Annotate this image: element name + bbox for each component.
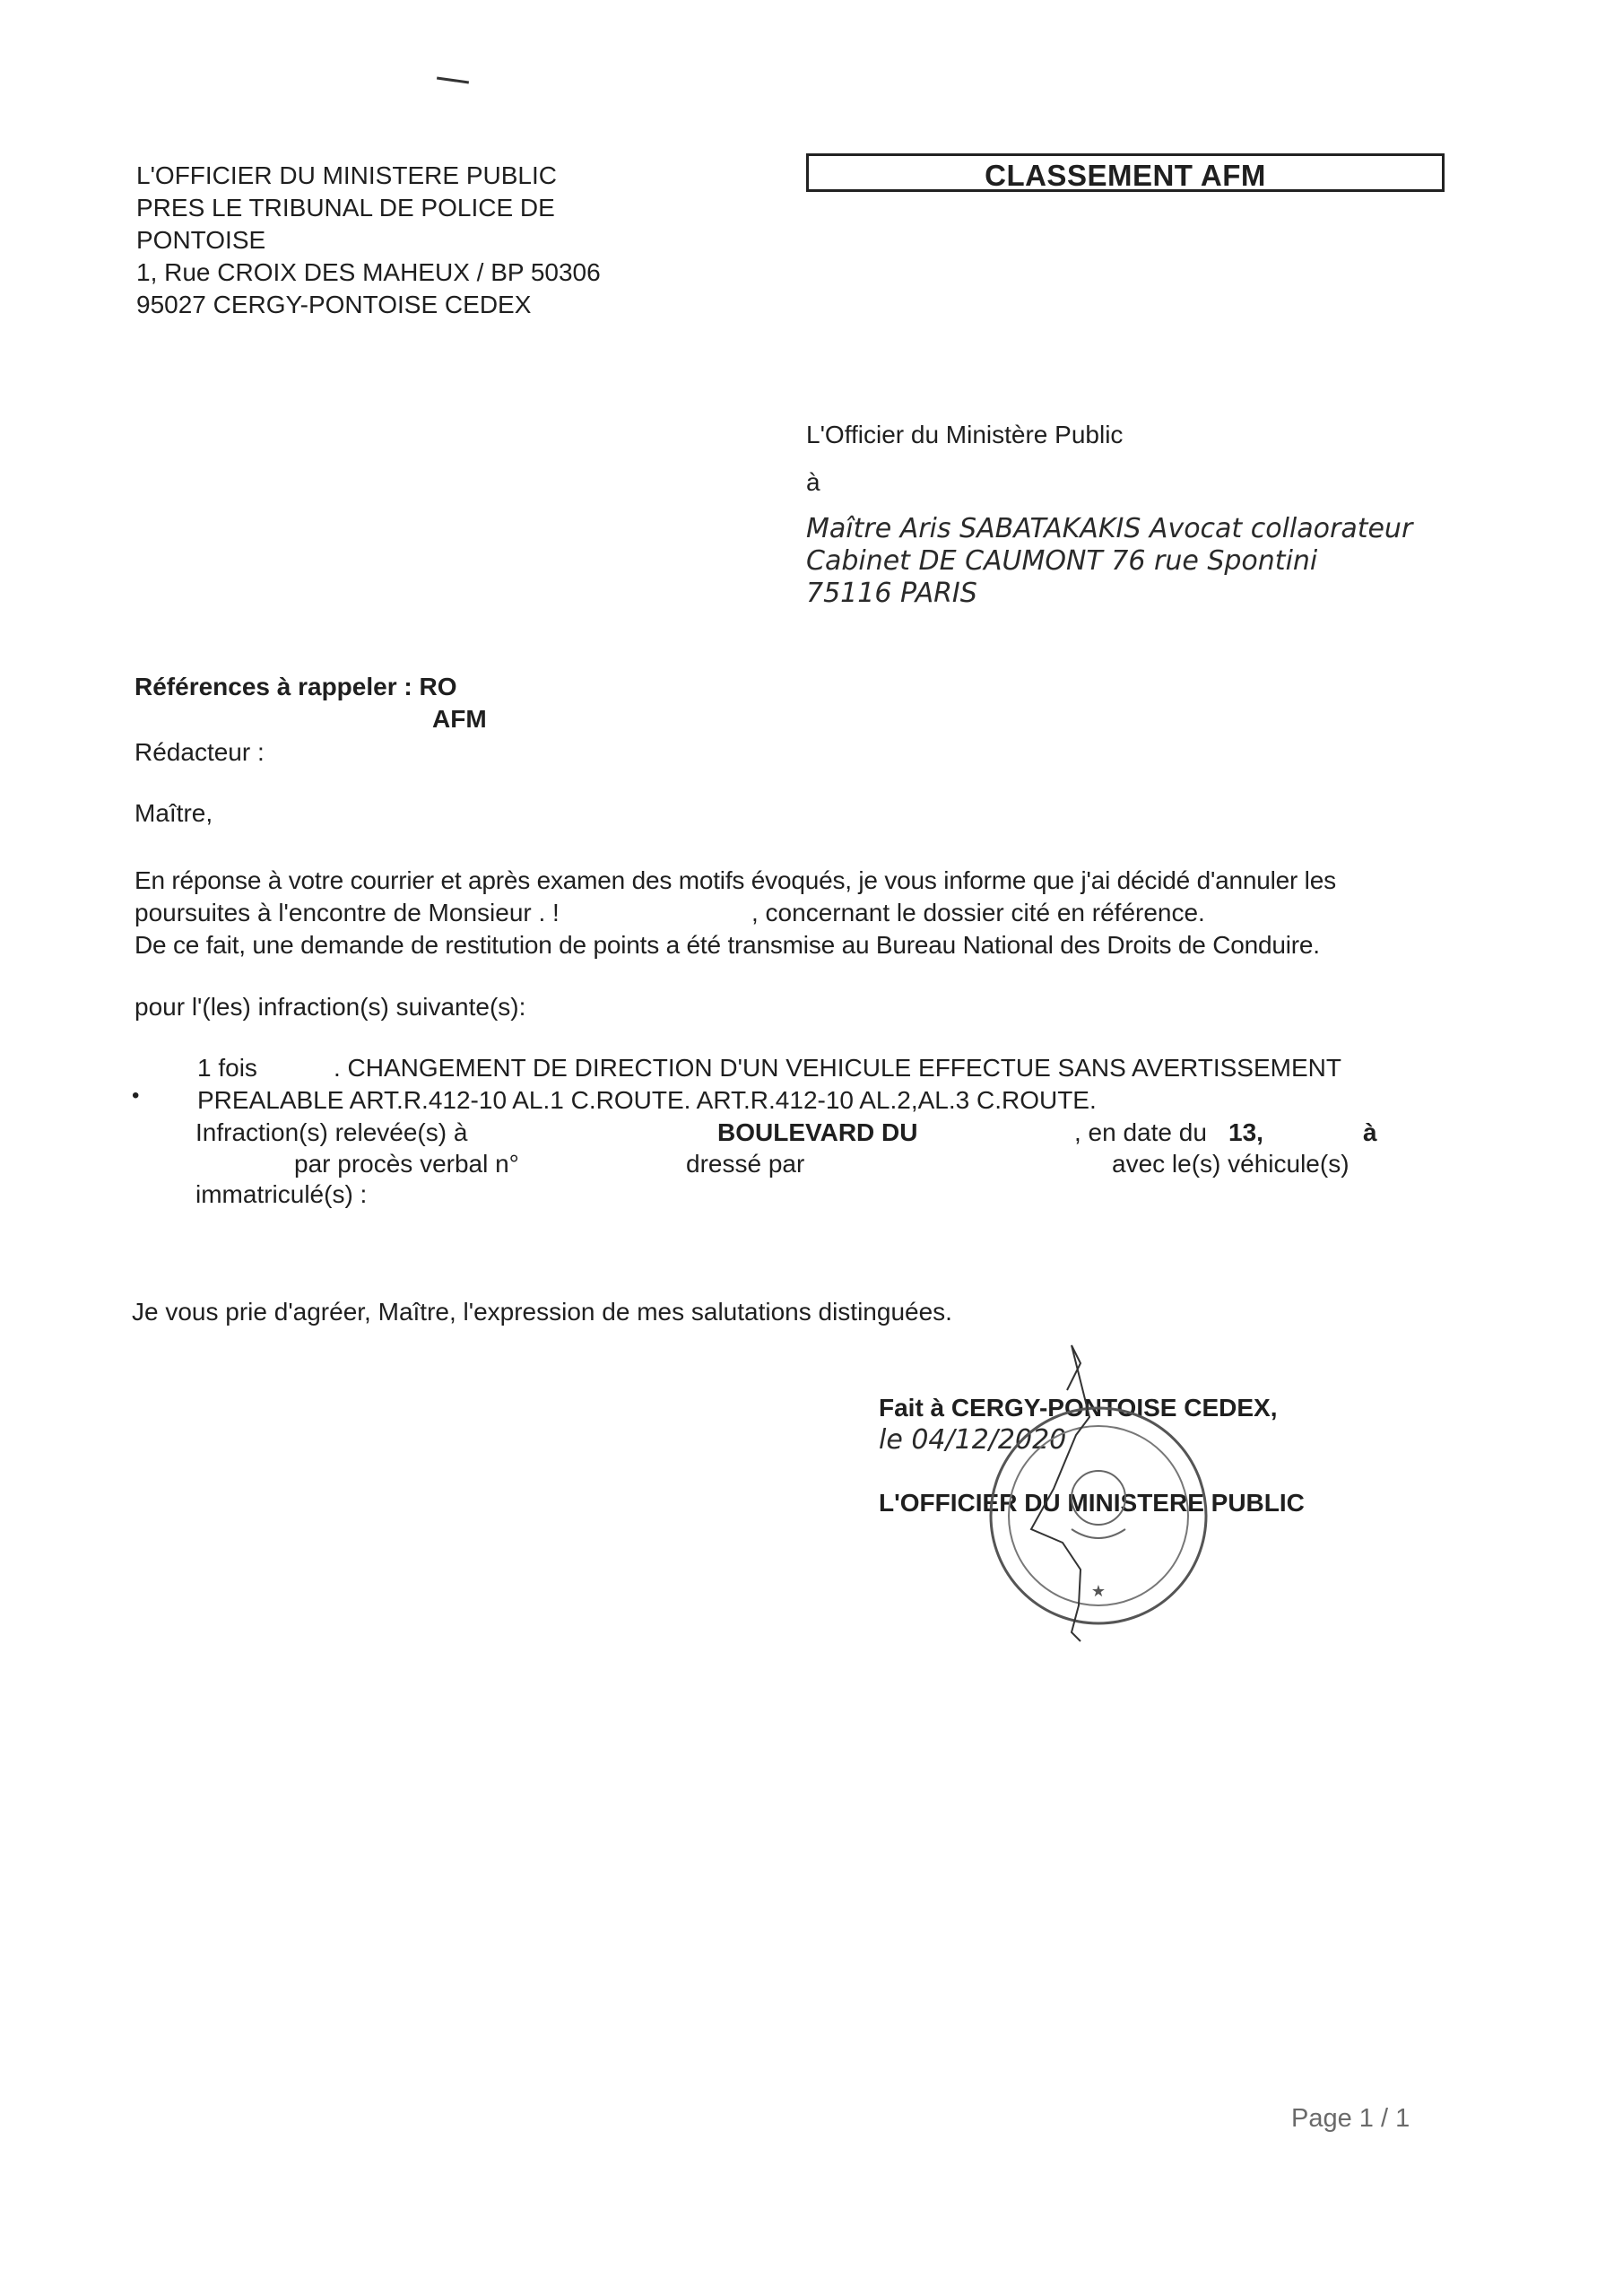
body-line-1: En réponse à votre courrier et après examen des motifs évoqués, je vous informe que j'ai décidé d'annuler les (135, 866, 1336, 894)
infraction-time-label: à (1363, 1118, 1377, 1146)
signature-date: le 04/12/2020 (879, 1424, 1067, 1456)
sender-line-5: 95027 CERGY-PONTOISE CEDEX (136, 291, 532, 318)
signature-place: Fait à CERGY-PONTOISE CEDEX, (879, 1394, 1278, 1422)
sender-line-2: PRES LE TRIBUNAL DE POLICE DE (136, 194, 555, 222)
bullet-icon: • (132, 1083, 140, 1108)
infraction-line-5: immatriculé(s) : (195, 1180, 368, 1208)
infraction-line-4b: dressé par (686, 1150, 805, 1178)
recipient-line-1: Maître Aris SABATAKAKIS Avocat collaorateur (806, 513, 1413, 544)
references-afm: AFM (432, 705, 487, 733)
recipient-from: L'Officier du Ministère Public (806, 421, 1124, 448)
infraction-line-4a: par procès verbal n° (294, 1150, 519, 1178)
svg-text:★: ★ (1090, 1582, 1107, 1600)
body-line-2b: , concernant le dossier cité en référence. (751, 899, 1205, 926)
redacteur-label: Rédacteur : (135, 738, 265, 766)
infraction-line-3c: , en date du (1074, 1118, 1207, 1146)
infraction-location: BOULEVARD DU (717, 1118, 918, 1146)
classement-label: CLASSEMENT AFM (985, 159, 1266, 192)
body-line-3: De ce fait, une demande de restitution de points a été transmise au Bureau National des Droits de Conduire. (135, 931, 1320, 959)
infraction-line-4c: avec le(s) véhicule(s) (1112, 1150, 1350, 1178)
scan-mark (437, 77, 469, 84)
closing-sentence: Je vous prie d'agréer, Maître, l'expression de mes salutations distinguées. (132, 1298, 952, 1326)
infraction-date: 13, (1228, 1118, 1263, 1146)
references-label: Références à rappeler : RO (135, 673, 457, 700)
infraction-line-2: PREALABLE ART.R.412-10 AL.1 C.ROUTE. ART.R.412-10 AL.2,AL.3 C.ROUTE. (197, 1086, 1097, 1114)
infractions-intro: pour l'(les) infraction(s) suivante(s): (135, 993, 526, 1021)
salutation: Maître, (135, 799, 213, 827)
recipient-line-3: 75116 PARIS (806, 578, 977, 609)
page-number: Page 1 / 1 (1291, 2104, 1410, 2133)
infraction-count: 1 fois (197, 1054, 257, 1082)
sender-line-1: L'OFFICIER DU MINISTERE PUBLIC (136, 161, 557, 189)
official-stamp-icon (946, 1336, 1215, 1695)
infraction-line-3a: Infraction(s) relevée(s) à (195, 1118, 468, 1146)
recipient-to-word: à (806, 468, 820, 496)
recipient-line-2: Cabinet DE CAUMONT 76 rue Spontini (806, 545, 1318, 577)
infraction-line-1: . CHANGEMENT DE DIRECTION D'UN VEHICULE EFFECTUE SANS AVERTISSEMENT (334, 1054, 1341, 1082)
signature-title: L'OFFICIER DU MINISTERE PUBLIC (879, 1489, 1305, 1517)
sender-line-4: 1, Rue CROIX DES MAHEUX / BP 50306 (136, 258, 601, 286)
body-line-2a: poursuites à l'encontre de Monsieur . ! (135, 899, 560, 926)
classement-box (806, 153, 1445, 192)
sender-line-3: PONTOISE (136, 226, 266, 254)
